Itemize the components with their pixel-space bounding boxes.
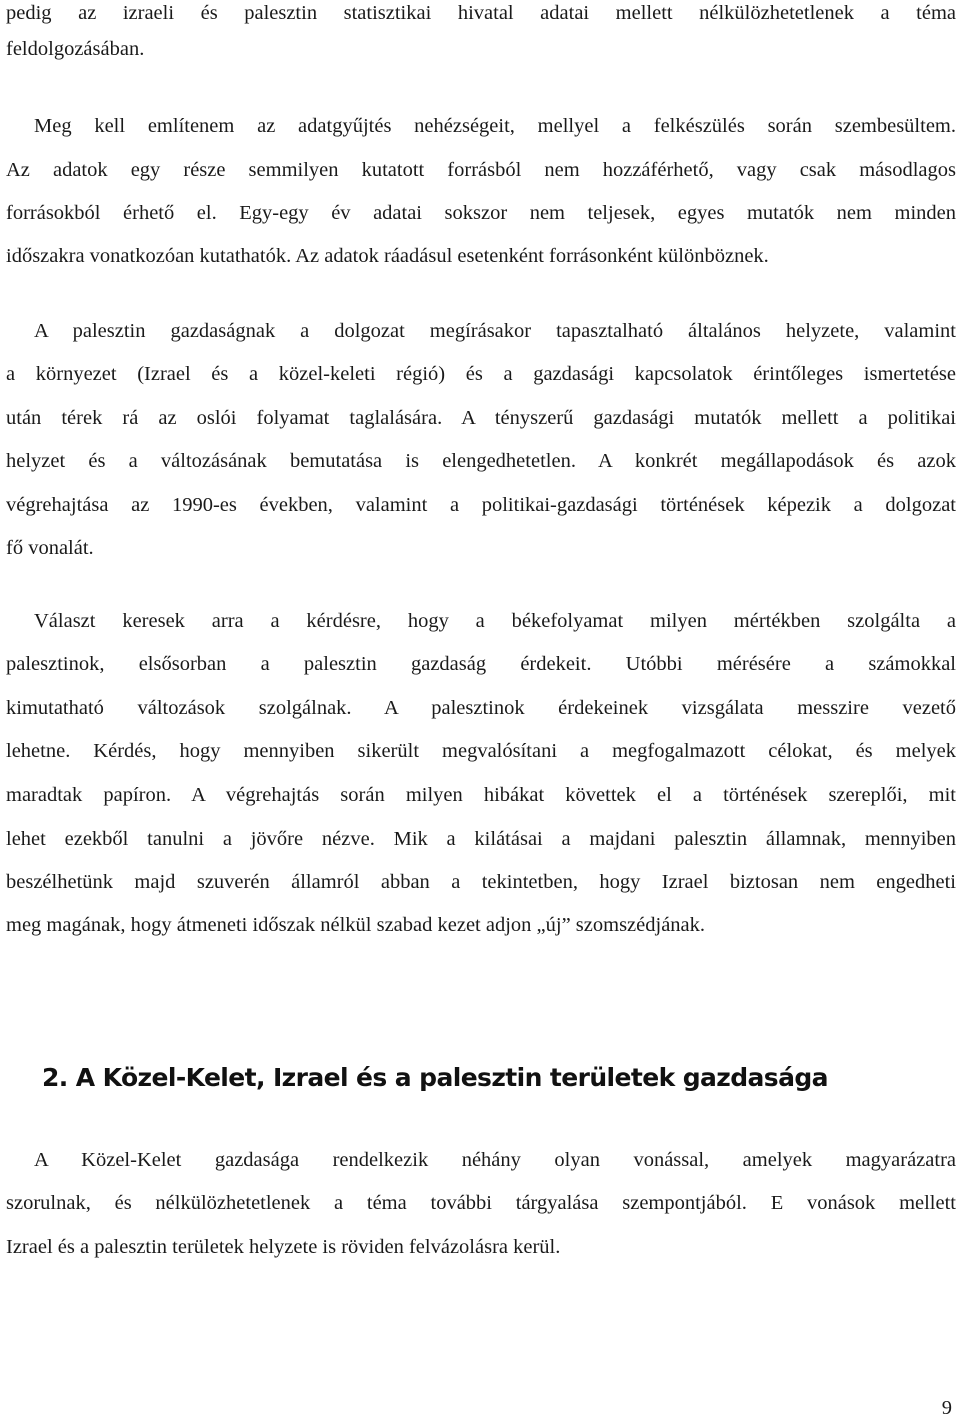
section-paragraph-line-2: szorulnak, és nélkülözhetetlenek a téma további tárgyalása szempontjából. E vonások mellett [6,1192,956,1214]
paragraph-4-line-4: lehetne. Kérdés, hogy mennyiben sikerült megvalósítani a megfogalmazott célokat, és melyek [6,740,956,762]
document-page [6,0,956,1420]
paragraph-3-line-3: után térek rá az oslói folyamat taglalására. A tényszerű gazdasági mutatók mellett a politikai [6,407,956,429]
paragraph-4-line-5: maradtak papíron. A végrehajtás során milyen hibákat követtek el a történések szereplői, mit [6,784,956,806]
paragraph-4-line-2: palesztinok, elsősorban a palesztin gazdaság érdekeit. Utóbbi mérésére a számokkal [6,653,956,675]
paragraph-2-line-2: Az adatok egy része semmilyen kutatott forrásból nem hozzáférhető, vagy csak másodlagos [6,159,956,181]
paragraph-3-line-2: a környezet (Izrael és a közel-keleti régió) és a gazdasági kapcsolatok érintőleges ismertetése [6,363,956,385]
paragraph-1-line-1: pedig az izraeli és palesztin statisztikai hivatal adatai mellett nélkülözhetetlenek a téma [6,2,956,24]
section-paragraph-line-3: Izrael és a palesztin területek helyzete is röviden felvázolásra kerül. [6,1236,561,1258]
paragraph-4-line-8: meg magának, hogy átmeneti időszak nélkül szabad kezet adjon „új” szomszédjának. [6,914,706,936]
paragraph-1-line-2: feldolgozásában. [6,38,145,60]
page-number: 9 [941,1397,952,1419]
paragraph-2-line-3: forrásokból érhető el. Egy-egy év adatai sokszor nem teljesek, egyes mutatók nem minden [6,202,956,224]
paragraph-3-line-6: fő vonalát. [6,537,94,559]
paragraph-4-line-1: Választ keresek arra a kérdésre, hogy a békefolyamat milyen mértékben szolgálta a [34,610,956,632]
section-paragraph-line-1: A Közel-Kelet gazdasága rendelkezik néhány olyan vonással, amelyek magyarázatra [34,1149,956,1171]
paragraph-4-line-6: lehet ezekből tanulni a jövőre nézve. Mik a kilátásai a majdani palesztin államnak, mennyiben [6,828,956,850]
paragraph-4-line-3: kimutatható változások szolgálnak. A palesztinok érdekeinek vizsgálata messzire vezető [6,697,956,719]
paragraph-3-line-4: helyzet és a változásának bemutatása is elengedhetetlen. A konkrét megállapodások és azok [6,450,956,472]
paragraph-3-line-5: végrehajtása az 1990-es években, valamint a politikai-gazdasági történések képezik a dolgozat [6,494,956,516]
paragraph-4-line-7: beszélhetünk majd szuverén államról abban a tekintetben, hogy Izrael biztosan nem engedheti [6,871,956,893]
paragraph-2-line-4: időszakra vonatkozóan kutathatók. Az adatok ráadásul esetenként forrásonként különböznek. [6,245,769,267]
section-heading: 2. A Közel-Kelet, Izrael és a palesztin területek gazdasága [42,1063,828,1092]
paragraph-2-line-1: Meg kell említenem az adatgyűjtés nehézségeit, mellyel a felkészülés során szembesültem. [34,115,956,137]
paragraph-3-line-1: A palesztin gazdaságnak a dolgozat megírásakor tapasztalható általános helyzete, valamint [34,320,956,342]
